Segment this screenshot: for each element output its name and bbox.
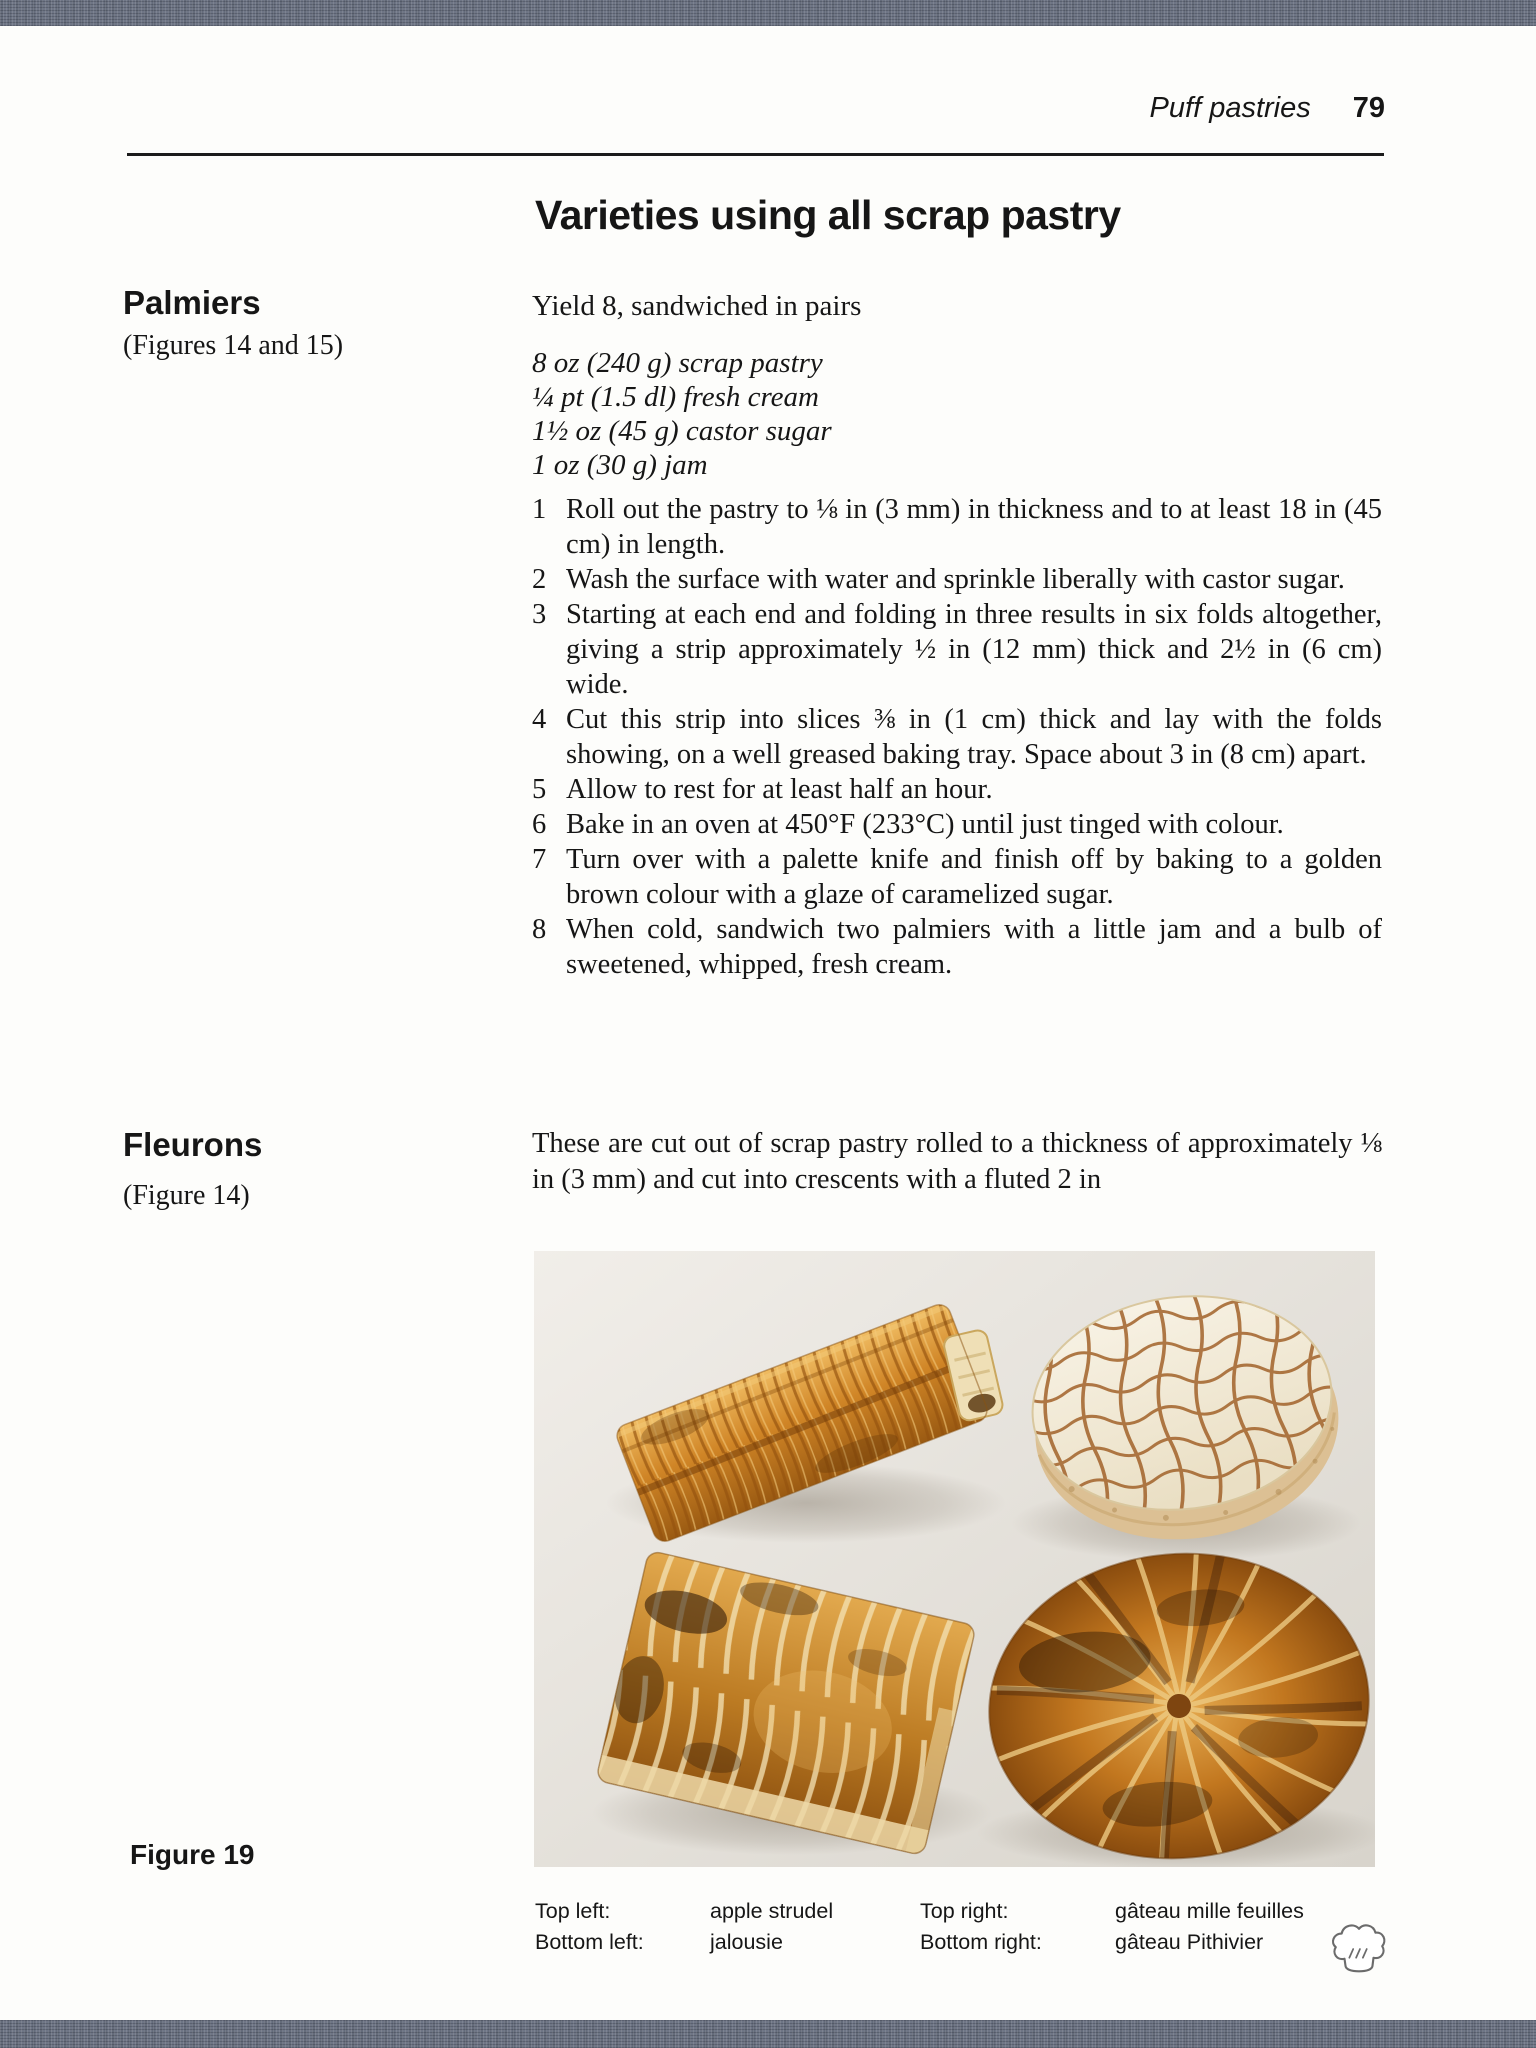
caption-position-label: Top right:: [920, 1899, 1009, 1923]
ingredient-line: 8 oz (240 g) scrap pastry: [532, 347, 823, 379]
caption-pastry-name: jalousie: [710, 1930, 783, 1954]
step-item: [532, 597, 1382, 702]
step-text: When cold, sandwich two palmiers with a little jam and a bulb of sweetened, whipped, fresh cream.: [566, 914, 1382, 980]
ingredient-list: [532, 346, 1382, 482]
figure-19-photo: [534, 1251, 1375, 1867]
header-rule: [127, 153, 1384, 156]
scan-edge-bottom: [0, 2020, 1536, 2048]
step-text: Roll out the pastry to ⅛ in (3 mm) in thickness and to at least 18 in (45 cm) in length.: [566, 494, 1382, 560]
step-item: [532, 772, 1382, 807]
caption-position-label: Top left:: [535, 1899, 611, 1923]
caption-pastry-name: apple strudel: [710, 1899, 834, 1923]
caption-pastry-name: gâteau Pithivier: [1115, 1930, 1264, 1954]
step-number: 1: [532, 494, 547, 525]
step-item: [532, 807, 1382, 842]
ingredient-line: 1 oz (30 g) jam: [532, 449, 708, 481]
step-number: 3: [532, 599, 547, 630]
caption-position-label: Bottom left:: [535, 1930, 644, 1954]
palmiers-figure-ref: (Figures 14 and 15): [123, 330, 344, 361]
step-number: 8: [532, 914, 547, 945]
method-steps: [532, 492, 1382, 982]
step-number: 4: [532, 704, 547, 735]
pastry-photo-illustration: [534, 1251, 1375, 1867]
running-header: [1150, 92, 1385, 125]
ingredient-line: 1½ oz (45 g) castor sugar: [532, 415, 832, 447]
step-text: Turn over with a palette knife and finish off by baking to a golden brown colour with a glaze of caramelized sugar.: [566, 844, 1382, 910]
ingredient-line: ¼ pt (1.5 dl) fresh cream: [532, 381, 819, 413]
caption-pastry-name: gâteau mille feuilles: [1115, 1899, 1304, 1923]
figure-19-label: Figure 19: [130, 1839, 255, 1870]
step-text: Allow to rest for at least half an hour.: [566, 774, 993, 805]
fleurons-heading: Fleurons: [123, 1126, 263, 1163]
step-item: [532, 492, 1382, 562]
step-number: 6: [532, 809, 547, 840]
section-heading: Varieties using all scrap pastry: [535, 192, 1121, 238]
caption-position-label: Bottom right:: [920, 1930, 1042, 1954]
yield-note: Yield 8, sandwiched in pairs: [532, 290, 862, 322]
step-text: Bake in an oven at 450°F (233°C) until just tinged with colour.: [566, 809, 1284, 840]
step-text: Wash the surface with water and sprinkle liberally with castor sugar.: [566, 564, 1345, 595]
step-item: [532, 562, 1382, 597]
step-item: [532, 912, 1382, 982]
step-item: [532, 842, 1382, 912]
step-number: 7: [532, 844, 547, 875]
step-item: [532, 702, 1382, 772]
page-number: 79: [1352, 92, 1385, 124]
chef-hat-icon: [1328, 1922, 1390, 1980]
scan-edge-top: [0, 0, 1536, 26]
fleurons-paragraph: These are cut out of scrap pastry rolled to a thickness of approximately ⅛ in (3 mm) and cut into crescents with a fluted 2 in: [532, 1128, 1382, 1195]
running-header-title: Puff pastries: [1149, 92, 1311, 124]
fleurons-figure-ref: (Figure 14): [123, 1180, 250, 1211]
palmiers-heading: Palmiers: [123, 284, 261, 321]
step-text: Starting at each end and folding in three results in six folds altogether, giving a strip approximately ½ in (12 mm) thick and 2½ in (6 cm) wide.: [566, 599, 1382, 700]
step-text: Cut this strip into slices ⅜ in (1 cm) thick and lay with the folds showing, on a well greased baking tray. Space about 3 in (8 cm) apart.: [566, 704, 1382, 770]
step-number: 2: [532, 564, 547, 595]
step-number: 5: [532, 774, 547, 805]
